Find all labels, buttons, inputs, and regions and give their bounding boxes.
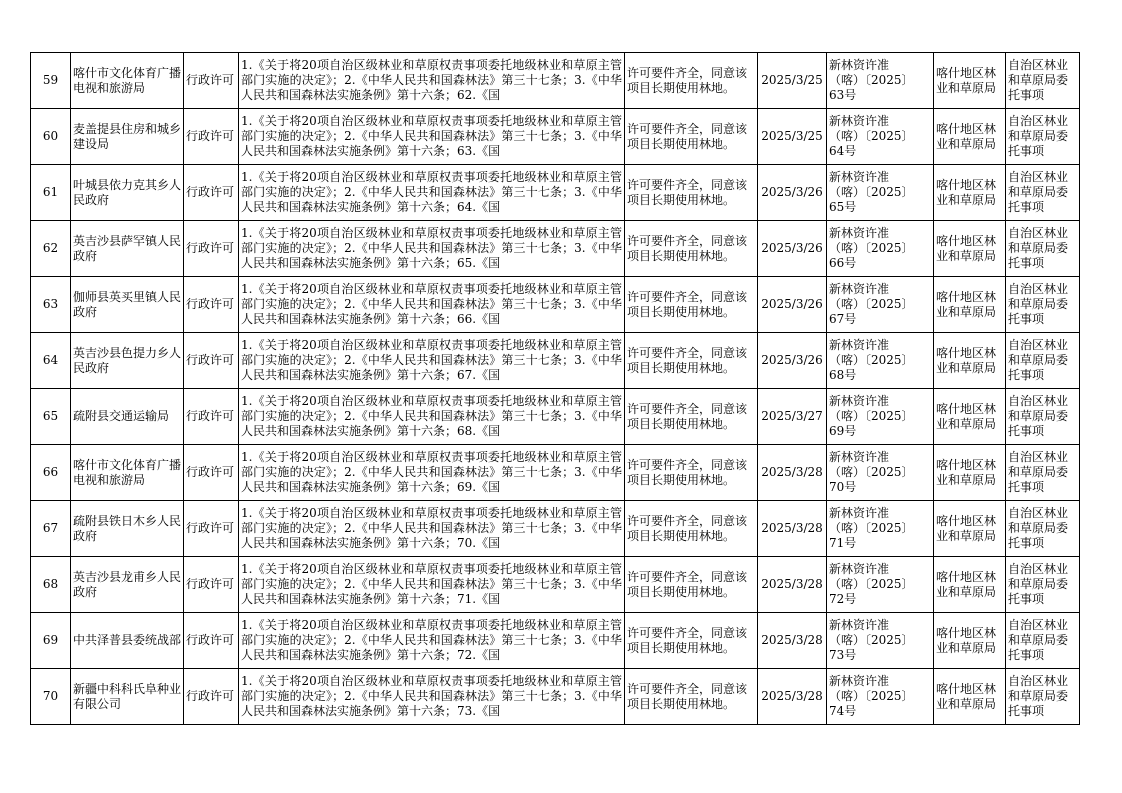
doc-l2-text: （喀）〔2025〕 (829, 521, 914, 535)
note-text: 自治区林业和草原局委托事项 (1008, 450, 1069, 494)
doc-l2-text: （喀）〔2025〕 (829, 353, 914, 367)
table-row (31, 333, 1080, 389)
num-text: 68 (42, 577, 59, 591)
doc-l2-text: （喀）〔2025〕 (829, 633, 914, 647)
permit-type (184, 277, 239, 333)
decision-date (758, 669, 827, 725)
table-row (31, 669, 1080, 725)
document-number (827, 333, 934, 389)
document-number (827, 389, 934, 445)
applicant-text: 中共泽普县委统战部 (73, 633, 182, 647)
document-number (827, 669, 934, 725)
decision-result (625, 221, 758, 277)
permit-type (184, 109, 239, 165)
note-text: 自治区林业和草原局委托事项 (1008, 562, 1069, 606)
note-text: 自治区林业和草原局委托事项 (1008, 226, 1069, 270)
doc-l1-text: 新林资许准 (829, 618, 890, 632)
result-text: 许可要件齐全，同意该项目长期使用林地。 (627, 65, 748, 95)
permit-type (184, 165, 239, 221)
basis-text: 1.《关于将20项自治区级林业和草原权责事项委托地级林业和草原主管部门实施的决定》；2.《中华人民共和国森林法》第三十七条；3.《中华人民共和国森林法实施条例》第十六条；70.《国 (241, 505, 622, 550)
delegation-note (1006, 669, 1080, 725)
issuing-office (934, 277, 1006, 333)
date-text: 2025/3/27 (761, 409, 823, 423)
issuing-office (934, 445, 1006, 501)
note-text: 自治区林业和草原局委托事项 (1008, 114, 1069, 158)
document-number (827, 221, 934, 277)
result-text: 许可要件齐全，同意该项目长期使用林地。 (627, 457, 748, 487)
result-text: 许可要件齐全，同意该项目长期使用林地。 (627, 345, 748, 375)
doc-l3-text: 63号 (829, 88, 857, 102)
doc-l1-text: 新林资许准 (829, 226, 890, 240)
doc-l3-text: 74号 (829, 704, 857, 718)
type-text: 行政许可 (186, 129, 235, 143)
issuing-office (934, 501, 1006, 557)
permit-type (184, 501, 239, 557)
doc-l3-text: 67号 (829, 312, 857, 326)
result-text: 许可要件齐全，同意该项目长期使用林地。 (627, 289, 748, 319)
type-text: 行政许可 (186, 73, 235, 87)
num-text: 66 (42, 465, 59, 479)
table-row (31, 501, 1080, 557)
document-number (827, 613, 934, 669)
doc-l3-text: 71号 (829, 536, 857, 550)
date-text: 2025/3/28 (761, 521, 823, 535)
num-text: 59 (42, 73, 59, 87)
applicant-text: 英吉沙县龙甫乡人民政府 (73, 569, 182, 599)
document-number (827, 501, 934, 557)
issuing-office (934, 165, 1006, 221)
applicant-name (71, 389, 184, 445)
date-text: 2025/3/26 (761, 353, 823, 367)
doc-l2-text: （喀）〔2025〕 (829, 129, 914, 143)
legal-basis (239, 389, 625, 445)
doc-l3-text: 70号 (829, 480, 857, 494)
table-row (31, 445, 1080, 501)
num-text: 69 (42, 633, 59, 647)
type-text: 行政许可 (186, 353, 235, 367)
applicant-text: 英吉沙县萨罕镇人民政府 (73, 233, 182, 263)
row-number (31, 501, 71, 557)
office-text: 喀什地区林业和草原局 (936, 177, 997, 207)
row-number (31, 165, 71, 221)
row-number (31, 333, 71, 389)
legal-basis (239, 221, 625, 277)
applicant-name (71, 277, 184, 333)
basis-text: 1.《关于将20项自治区级林业和草原权责事项委托地级林业和草原主管部门实施的决定》；2.《中华人民共和国森林法》第三十七条；3.《中华人民共和国森林法实施条例》第十六条；69.《国 (241, 449, 622, 494)
num-text: 60 (42, 129, 59, 143)
applicant-name (71, 613, 184, 669)
issuing-office (934, 53, 1006, 109)
applicant-text: 疏附县交通运输局 (73, 409, 170, 423)
num-text: 67 (42, 521, 59, 535)
decision-date (758, 333, 827, 389)
doc-l1-text: 新林资许准 (829, 114, 890, 128)
applicant-name (71, 333, 184, 389)
decision-date (758, 501, 827, 557)
doc-l2-text: （喀）〔2025〕 (829, 73, 914, 87)
applicant-name (71, 669, 184, 725)
decision-date (758, 277, 827, 333)
permit-type (184, 669, 239, 725)
decision-result (625, 669, 758, 725)
document-number (827, 109, 934, 165)
num-text: 64 (42, 353, 59, 367)
delegation-note (1006, 557, 1080, 613)
issuing-office (934, 109, 1006, 165)
doc-l2-text: （喀）〔2025〕 (829, 465, 914, 479)
date-text: 2025/3/28 (761, 465, 823, 479)
date-text: 2025/3/28 (761, 689, 823, 703)
permit-type (184, 445, 239, 501)
permit-type (184, 557, 239, 613)
delegation-note (1006, 165, 1080, 221)
issuing-office (934, 669, 1006, 725)
doc-l3-text: 72号 (829, 592, 857, 606)
applicant-name (71, 557, 184, 613)
decision-date (758, 53, 827, 109)
result-text: 许可要件齐全，同意该项目长期使用林地。 (627, 625, 748, 655)
result-text: 许可要件齐全，同意该项目长期使用林地。 (627, 121, 748, 151)
result-text: 许可要件齐全，同意该项目长期使用林地。 (627, 513, 748, 543)
note-text: 自治区林业和草原局委托事项 (1008, 58, 1069, 102)
date-text: 2025/3/26 (761, 297, 823, 311)
doc-l2-text: （喀）〔2025〕 (829, 297, 914, 311)
basis-text: 1.《关于将20项自治区级林业和草原权责事项委托地级林业和草原主管部门实施的决定》；2.《中华人民共和国森林法》第三十七条；3.《中华人民共和国森林法实施条例》第十六条；72.《国 (241, 617, 622, 662)
applicant-name (71, 109, 184, 165)
doc-l1-text: 新林资许准 (829, 450, 890, 464)
applicant-name (71, 221, 184, 277)
row-number (31, 557, 71, 613)
type-text: 行政许可 (186, 465, 235, 479)
num-text: 70 (42, 689, 59, 703)
result-text: 许可要件齐全，同意该项目长期使用林地。 (627, 401, 748, 431)
date-text: 2025/3/28 (761, 633, 823, 647)
result-text: 许可要件齐全，同意该项目长期使用林地。 (627, 233, 748, 263)
table-row (31, 109, 1080, 165)
basis-text: 1.《关于将20项自治区级林业和草原权责事项委托地级林业和草原主管部门实施的决定》；2.《中华人民共和国森林法》第三十七条；3.《中华人民共和国森林法实施条例》第十六条；63.《国 (241, 113, 622, 158)
table-row (31, 53, 1080, 109)
document-number (827, 53, 934, 109)
table-row (31, 277, 1080, 333)
applicant-text: 英吉沙县色提力乡人民政府 (73, 345, 182, 375)
doc-l2-text: （喀）〔2025〕 (829, 577, 914, 591)
applicant-text: 喀什市文化体育广播电视和旅游局 (73, 457, 182, 487)
delegation-note (1006, 501, 1080, 557)
doc-l3-text: 73号 (829, 648, 857, 662)
legal-basis (239, 109, 625, 165)
num-text: 61 (42, 185, 59, 199)
legal-basis (239, 53, 625, 109)
applicant-text: 叶城县依力克其乡人民政府 (73, 177, 182, 207)
applicant-name (71, 165, 184, 221)
delegation-note (1006, 277, 1080, 333)
applicant-text: 麦盖提县住房和城乡建设局 (73, 121, 182, 151)
applicant-text: 伽师县英买里镇人民政府 (73, 289, 182, 319)
doc-l3-text: 65号 (829, 200, 857, 214)
date-text: 2025/3/25 (761, 129, 823, 143)
basis-text: 1.《关于将20项自治区级林业和草原权责事项委托地级林业和草原主管部门实施的决定》；2.《中华人民共和国森林法》第三十七条；3.《中华人民共和国森林法实施条例》第十六条；62.《国 (241, 57, 622, 102)
document-number (827, 557, 934, 613)
doc-l2-text: （喀）〔2025〕 (829, 689, 914, 703)
delegation-note (1006, 333, 1080, 389)
basis-text: 1.《关于将20项自治区级林业和草原权责事项委托地级林业和草原主管部门实施的决定》；2.《中华人民共和国森林法》第三十七条；3.《中华人民共和国森林法实施条例》第十六条；71.《国 (241, 561, 622, 606)
doc-l1-text: 新林资许准 (829, 58, 890, 72)
row-number (31, 109, 71, 165)
result-text: 许可要件齐全，同意该项目长期使用林地。 (627, 681, 748, 711)
office-text: 喀什地区林业和草原局 (936, 401, 997, 431)
doc-l1-text: 新林资许准 (829, 170, 890, 184)
office-text: 喀什地区林业和草原局 (936, 289, 997, 319)
document-number (827, 445, 934, 501)
type-text: 行政许可 (186, 633, 235, 647)
office-text: 喀什地区林业和草原局 (936, 569, 997, 599)
doc-l3-text: 64号 (829, 144, 857, 158)
decision-date (758, 221, 827, 277)
type-text: 行政许可 (186, 241, 235, 255)
issuing-office (934, 557, 1006, 613)
note-text: 自治区林业和草原局委托事项 (1008, 506, 1069, 550)
decision-result (625, 613, 758, 669)
table-row (31, 221, 1080, 277)
legal-basis (239, 669, 625, 725)
date-text: 2025/3/28 (761, 577, 823, 591)
ledger-body (31, 53, 1080, 725)
type-text: 行政许可 (186, 577, 235, 591)
row-number (31, 389, 71, 445)
num-text: 63 (42, 297, 59, 311)
doc-l1-text: 新林资许准 (829, 338, 890, 352)
doc-l2-text: （喀）〔2025〕 (829, 185, 914, 199)
num-text: 65 (42, 409, 59, 423)
basis-text: 1.《关于将20项自治区级林业和草原权责事项委托地级林业和草原主管部门实施的决定》；2.《中华人民共和国森林法》第三十七条；3.《中华人民共和国森林法实施条例》第十六条；66.《国 (241, 281, 622, 326)
doc-l1-text: 新林资许准 (829, 282, 890, 296)
basis-text: 1.《关于将20项自治区级林业和草原权责事项委托地级林业和草原主管部门实施的决定》；2.《中华人民共和国森林法》第三十七条；3.《中华人民共和国森林法实施条例》第十六条；64.《国 (241, 169, 622, 214)
permit-type (184, 53, 239, 109)
applicant-text: 疏附县铁日木乡人民政府 (73, 513, 182, 543)
issuing-office (934, 389, 1006, 445)
basis-text: 1.《关于将20项自治区级林业和草原权责事项委托地级林业和草原主管部门实施的决定》；2.《中华人民共和国森林法》第三十七条；3.《中华人民共和国森林法实施条例》第十六条；68.《国 (241, 393, 622, 438)
date-text: 2025/3/25 (761, 73, 823, 87)
office-text: 喀什地区林业和草原局 (936, 513, 997, 543)
delegation-note (1006, 445, 1080, 501)
delegation-note (1006, 221, 1080, 277)
legal-basis (239, 557, 625, 613)
decision-date (758, 445, 827, 501)
type-text: 行政许可 (186, 409, 235, 423)
office-text: 喀什地区林业和草原局 (936, 457, 997, 487)
office-text: 喀什地区林业和草原局 (936, 681, 997, 711)
table-row (31, 389, 1080, 445)
table-row (31, 165, 1080, 221)
office-text: 喀什地区林业和草原局 (936, 345, 997, 375)
issuing-office (934, 613, 1006, 669)
legal-basis (239, 165, 625, 221)
legal-basis (239, 613, 625, 669)
note-text: 自治区林业和草原局委托事项 (1008, 338, 1069, 382)
date-text: 2025/3/26 (761, 185, 823, 199)
doc-l2-text: （喀）〔2025〕 (829, 241, 914, 255)
decision-date (758, 557, 827, 613)
applicant-text: 新疆中科科氏阜种业有限公司 (73, 681, 182, 711)
note-text: 自治区林业和草原局委托事项 (1008, 618, 1069, 662)
permit-type (184, 333, 239, 389)
office-text: 喀什地区林业和草原局 (936, 625, 997, 655)
legal-basis (239, 277, 625, 333)
decision-result (625, 165, 758, 221)
issuing-office (934, 221, 1006, 277)
note-text: 自治区林业和草原局委托事项 (1008, 674, 1069, 718)
doc-l1-text: 新林资许准 (829, 562, 890, 576)
doc-l1-text: 新林资许准 (829, 674, 890, 688)
row-number (31, 277, 71, 333)
applicant-name (71, 501, 184, 557)
decision-result (625, 333, 758, 389)
delegation-note (1006, 389, 1080, 445)
document-number (827, 277, 934, 333)
document-number (827, 165, 934, 221)
decision-result (625, 277, 758, 333)
legal-basis (239, 501, 625, 557)
row-number (31, 613, 71, 669)
table-row (31, 613, 1080, 669)
row-number (31, 669, 71, 725)
decision-result (625, 445, 758, 501)
applicant-name (71, 445, 184, 501)
basis-text: 1.《关于将20项自治区级林业和草原权责事项委托地级林业和草原主管部门实施的决定》；2.《中华人民共和国森林法》第三十七条；3.《中华人民共和国森林法实施条例》第十六条；73.《国 (241, 673, 622, 718)
applicant-name (71, 53, 184, 109)
permit-type (184, 221, 239, 277)
num-text: 62 (42, 241, 59, 255)
decision-date (758, 389, 827, 445)
decision-result (625, 501, 758, 557)
delegation-note (1006, 109, 1080, 165)
row-number (31, 221, 71, 277)
applicant-text: 喀什市文化体育广播电视和旅游局 (73, 65, 182, 95)
doc-l3-text: 66号 (829, 256, 857, 270)
result-text: 许可要件齐全，同意该项目长期使用林地。 (627, 177, 748, 207)
decision-result (625, 557, 758, 613)
permit-type (184, 389, 239, 445)
table-row (31, 557, 1080, 613)
permit-type (184, 613, 239, 669)
office-text: 喀什地区林业和草原局 (936, 233, 997, 263)
basis-text: 1.《关于将20项自治区级林业和草原权责事项委托地级林业和草原主管部门实施的决定》；2.《中华人民共和国森林法》第三十七条；3.《中华人民共和国森林法实施条例》第十六条；65.《国 (241, 225, 622, 270)
decision-result (625, 53, 758, 109)
note-text: 自治区林业和草原局委托事项 (1008, 282, 1069, 326)
legal-basis (239, 333, 625, 389)
decision-result (625, 389, 758, 445)
permit-ledger-table (30, 52, 1080, 725)
type-text: 行政许可 (186, 297, 235, 311)
doc-l3-text: 69号 (829, 424, 857, 438)
row-number (31, 445, 71, 501)
type-text: 行政许可 (186, 521, 235, 535)
date-text: 2025/3/26 (761, 241, 823, 255)
decision-date (758, 165, 827, 221)
doc-l1-text: 新林资许准 (829, 394, 890, 408)
legal-basis (239, 445, 625, 501)
delegation-note (1006, 53, 1080, 109)
type-text: 行政许可 (186, 185, 235, 199)
result-text: 许可要件齐全，同意该项目长期使用林地。 (627, 569, 748, 599)
delegation-note (1006, 613, 1080, 669)
note-text: 自治区林业和草原局委托事项 (1008, 170, 1069, 214)
decision-date (758, 613, 827, 669)
doc-l1-text: 新林资许准 (829, 506, 890, 520)
doc-l2-text: （喀）〔2025〕 (829, 409, 914, 423)
decision-date (758, 109, 827, 165)
type-text: 行政许可 (186, 689, 235, 703)
office-text: 喀什地区林业和草原局 (936, 121, 997, 151)
doc-l3-text: 68号 (829, 368, 857, 382)
note-text: 自治区林业和草原局委托事项 (1008, 394, 1069, 438)
decision-result (625, 109, 758, 165)
row-number (31, 53, 71, 109)
basis-text: 1.《关于将20项自治区级林业和草原权责事项委托地级林业和草原主管部门实施的决定》；2.《中华人民共和国森林法》第三十七条；3.《中华人民共和国森林法实施条例》第十六条；67.《国 (241, 337, 622, 382)
issuing-office (934, 333, 1006, 389)
office-text: 喀什地区林业和草原局 (936, 65, 997, 95)
